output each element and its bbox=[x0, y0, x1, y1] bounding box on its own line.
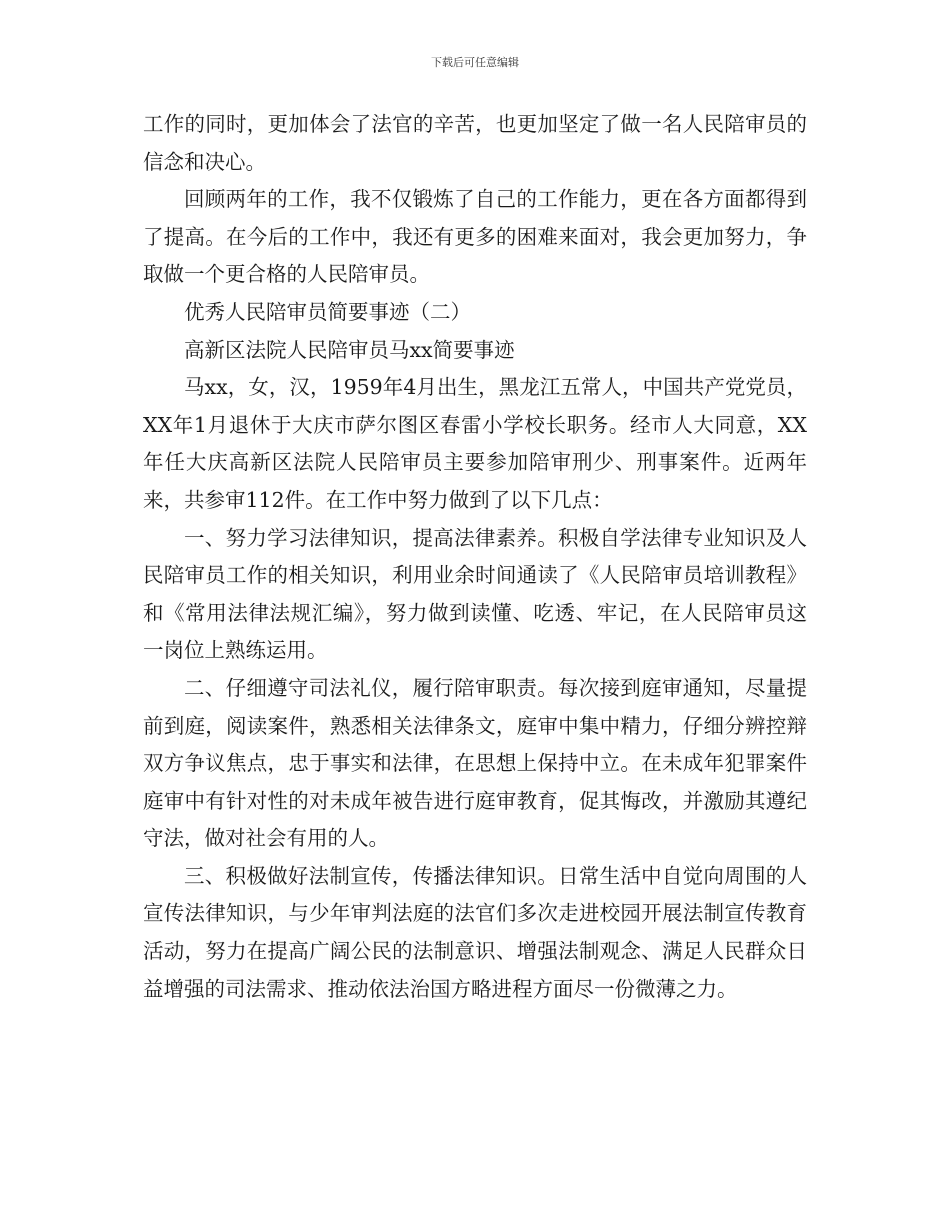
paragraph: 二、仔细遵守司法礼仪，履行陪审职责。每次接到庭审通知，尽量提前到庭，阅读案件，熟悉相关法律条文，庭审中集中精力，仔细分辨控辩双方争议焦点，忠于事实和法律，在思想上保持中立。在未成年犯罪案件庭审中有针对性的对未成年被告进行庭审教育，促其悔改，并激励其遵纪守法，做对社会有用的人。 bbox=[143, 675, 807, 851]
page-header: 下载后可任意编辑 bbox=[431, 56, 519, 69]
document-body bbox=[143, 106, 807, 1008]
section-heading: 高新区法院人民陪审员马xx简要事迹 bbox=[184, 337, 515, 362]
section-subtitle: 优秀人民陪审员简要事迹（二） bbox=[184, 299, 471, 324]
paragraph: 一、努力学习法律知识，提高法律素养。积极自学法律专业知识及人民陪审员工作的相关知识，利用业余时间通读了《人民陪审员培训教程》和《常用法律法规汇编》，努力做到读懂、吃透、牢记，在人民陪审员这一岗位上熟练运用。 bbox=[143, 525, 807, 663]
paragraph: 马xx，女，汉，1959年4月出生，黑龙江五常人，中国共产党党员，XX年1月退休于大庆市萨尔图区春雷小学校长职务。经市人大同意，XX年任大庆高新区法院人民陪审员主要参加陪审刑少、刑事案件。近两年来，共参审112件。在工作中努力做到了以下几点： bbox=[143, 375, 807, 512]
paragraph: 工作的同时，更加体会了法官的辛苦，也更加坚定了做一名人民陪审员的信念和决心。 bbox=[143, 112, 807, 174]
paragraph: 三、积极做好法制宣传，传播法律知识。日常生活中自觉向周围的人宣传法律知识，与少年审判法庭的法官们多次走进校园开展法制宣传教育活动，努力在提高广阔公民的法制意识、增强法制观念、满足人民群众日益增强的司法需求、推动依法治国方略进程方面尽一份微薄之力。 bbox=[143, 863, 807, 1001]
paragraph: 回顾两年的工作，我不仅锻炼了自己的工作能力，更在各方面都得到了提高。在今后的工作中，我还有更多的困难来面对，我会更加努力，争取做一个更合格的人民陪审员。 bbox=[143, 187, 807, 287]
